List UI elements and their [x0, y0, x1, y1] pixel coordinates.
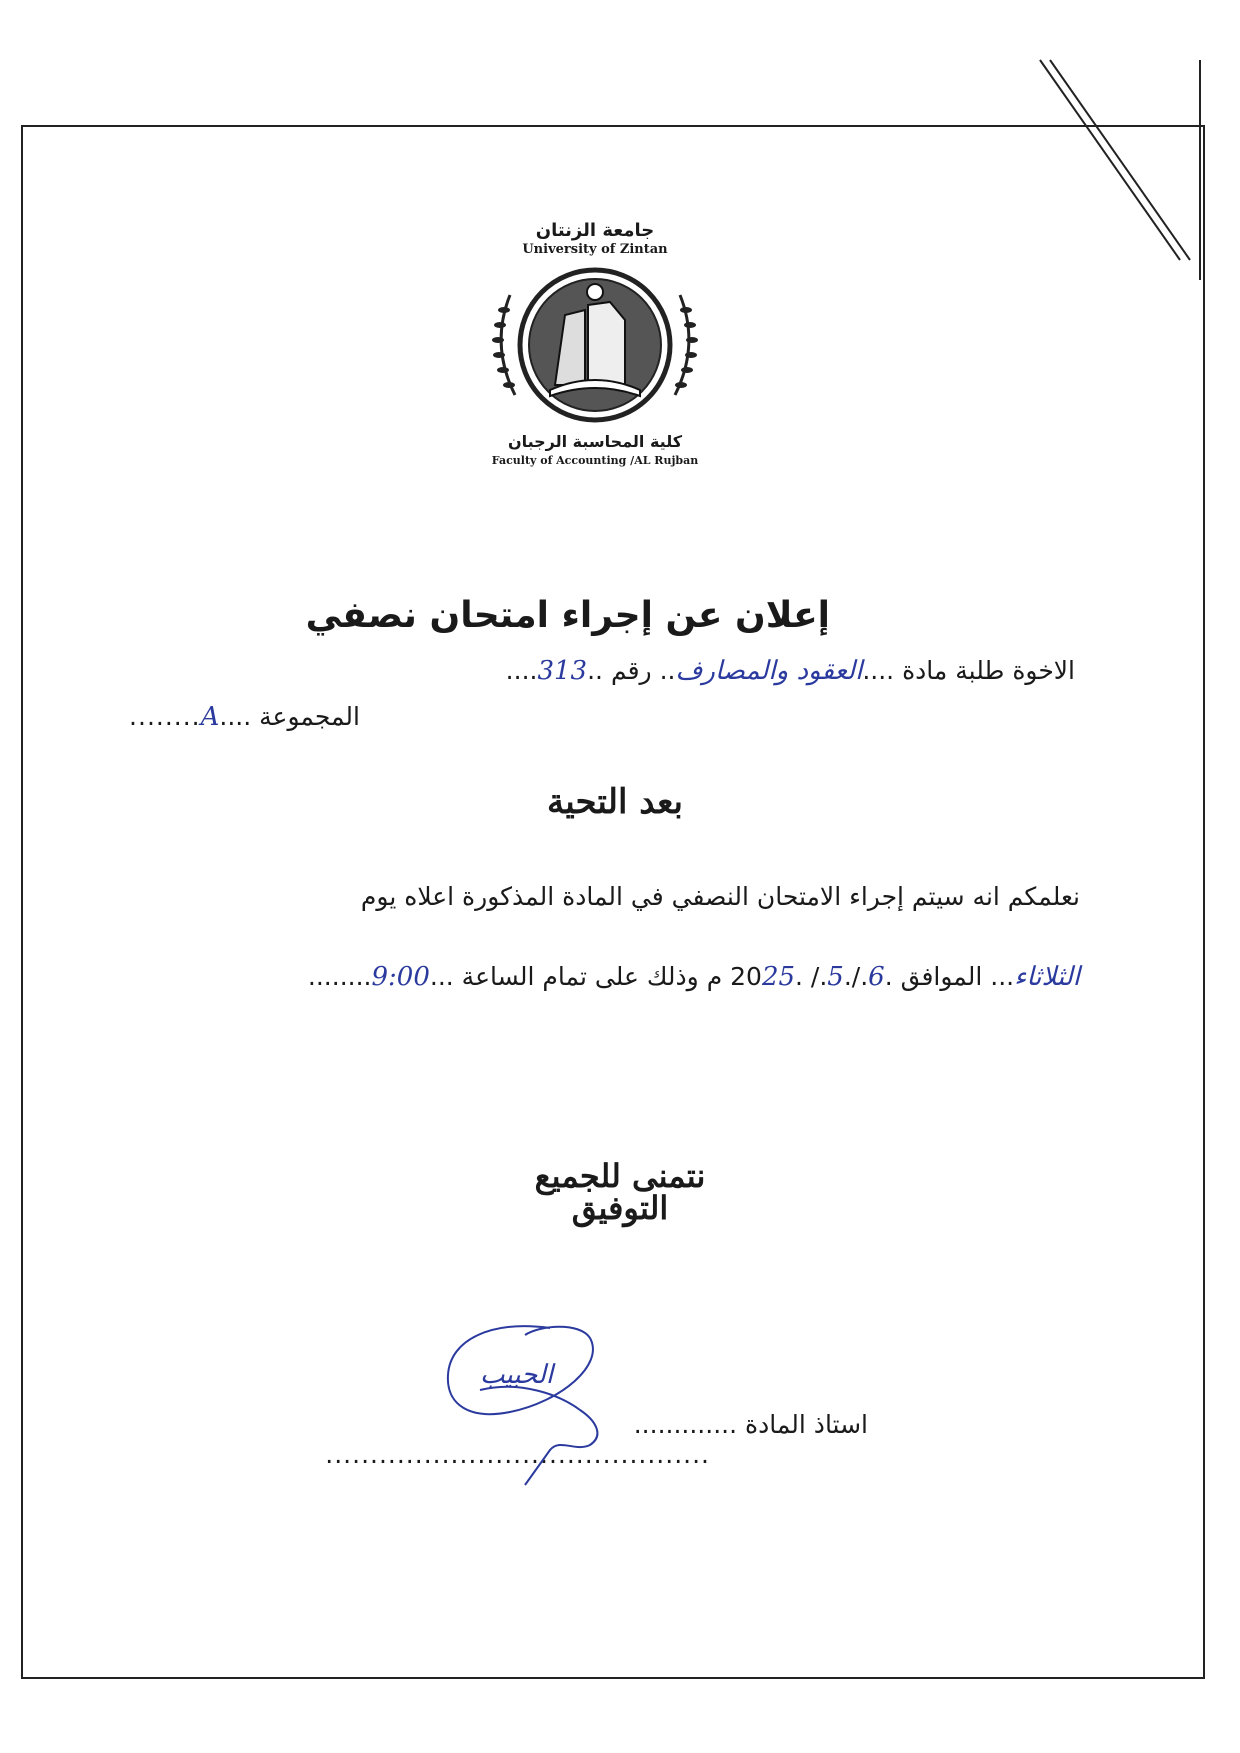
number-label: رقم	[610, 656, 652, 685]
time-clause: م وذلك على تمام الساعة	[461, 962, 723, 991]
signature-dots: ...........................................	[325, 1440, 710, 1469]
notice-line: نعلمكم انه سيتم إجراء الامتحان النصفي في المادة المذكورة اعلاه يوم	[360, 882, 1080, 911]
faculty-name-ar: كلية المحاسبة الرجبان	[507, 432, 683, 451]
greeting-calligraphy: بعد التحية	[546, 782, 684, 822]
announcement-title: إعلان عن إجراء امتحان نصفي	[305, 595, 830, 636]
subject-line: الاخوة طلبة مادة ....العقود والمصارف.. رقم ..313....	[505, 656, 1075, 686]
university-name-ar: جامعة الزنتان	[535, 220, 655, 241]
date-label: الموافق	[900, 962, 983, 991]
university-logo	[460, 220, 730, 480]
date-day: 6	[868, 962, 885, 992]
group-label: المجموعة	[259, 702, 360, 731]
date-line: الثلاثاء... الموافق .6./.5./ .2025 م وذلك على تمام الساعة ...9:00........	[307, 962, 1080, 992]
signature-name-handwritten: الحبيب	[480, 1360, 554, 1390]
time-handwritten: 9:00	[371, 962, 430, 992]
faculty-name-en: Faculty of Accounting /AL Rujban	[491, 454, 699, 467]
date-year-prefix: 20	[730, 962, 762, 991]
recipients-label: الاخوة طلبة مادة	[902, 656, 1075, 685]
signature-label: استاذ المادة	[745, 1410, 868, 1439]
date-year-suffix: 25	[761, 962, 796, 992]
closing-calligraphy: نتمنى للجميع التوفيق	[534, 1157, 706, 1227]
number-handwritten: 313	[537, 656, 588, 686]
signature-scribble	[430, 1320, 660, 1490]
subject-handwritten: العقود والمصارف	[675, 656, 863, 686]
day-handwritten: الثلاثاء	[1014, 962, 1080, 992]
group-line: المجموعة ....A........	[129, 702, 360, 732]
group-handwritten: A	[200, 702, 220, 732]
page-corner-lines	[1040, 60, 1220, 280]
date-month: 5	[827, 962, 844, 992]
signature-line: استاذ المادة .............	[633, 1410, 868, 1439]
university-name-en: University of Zintan	[522, 242, 668, 257]
